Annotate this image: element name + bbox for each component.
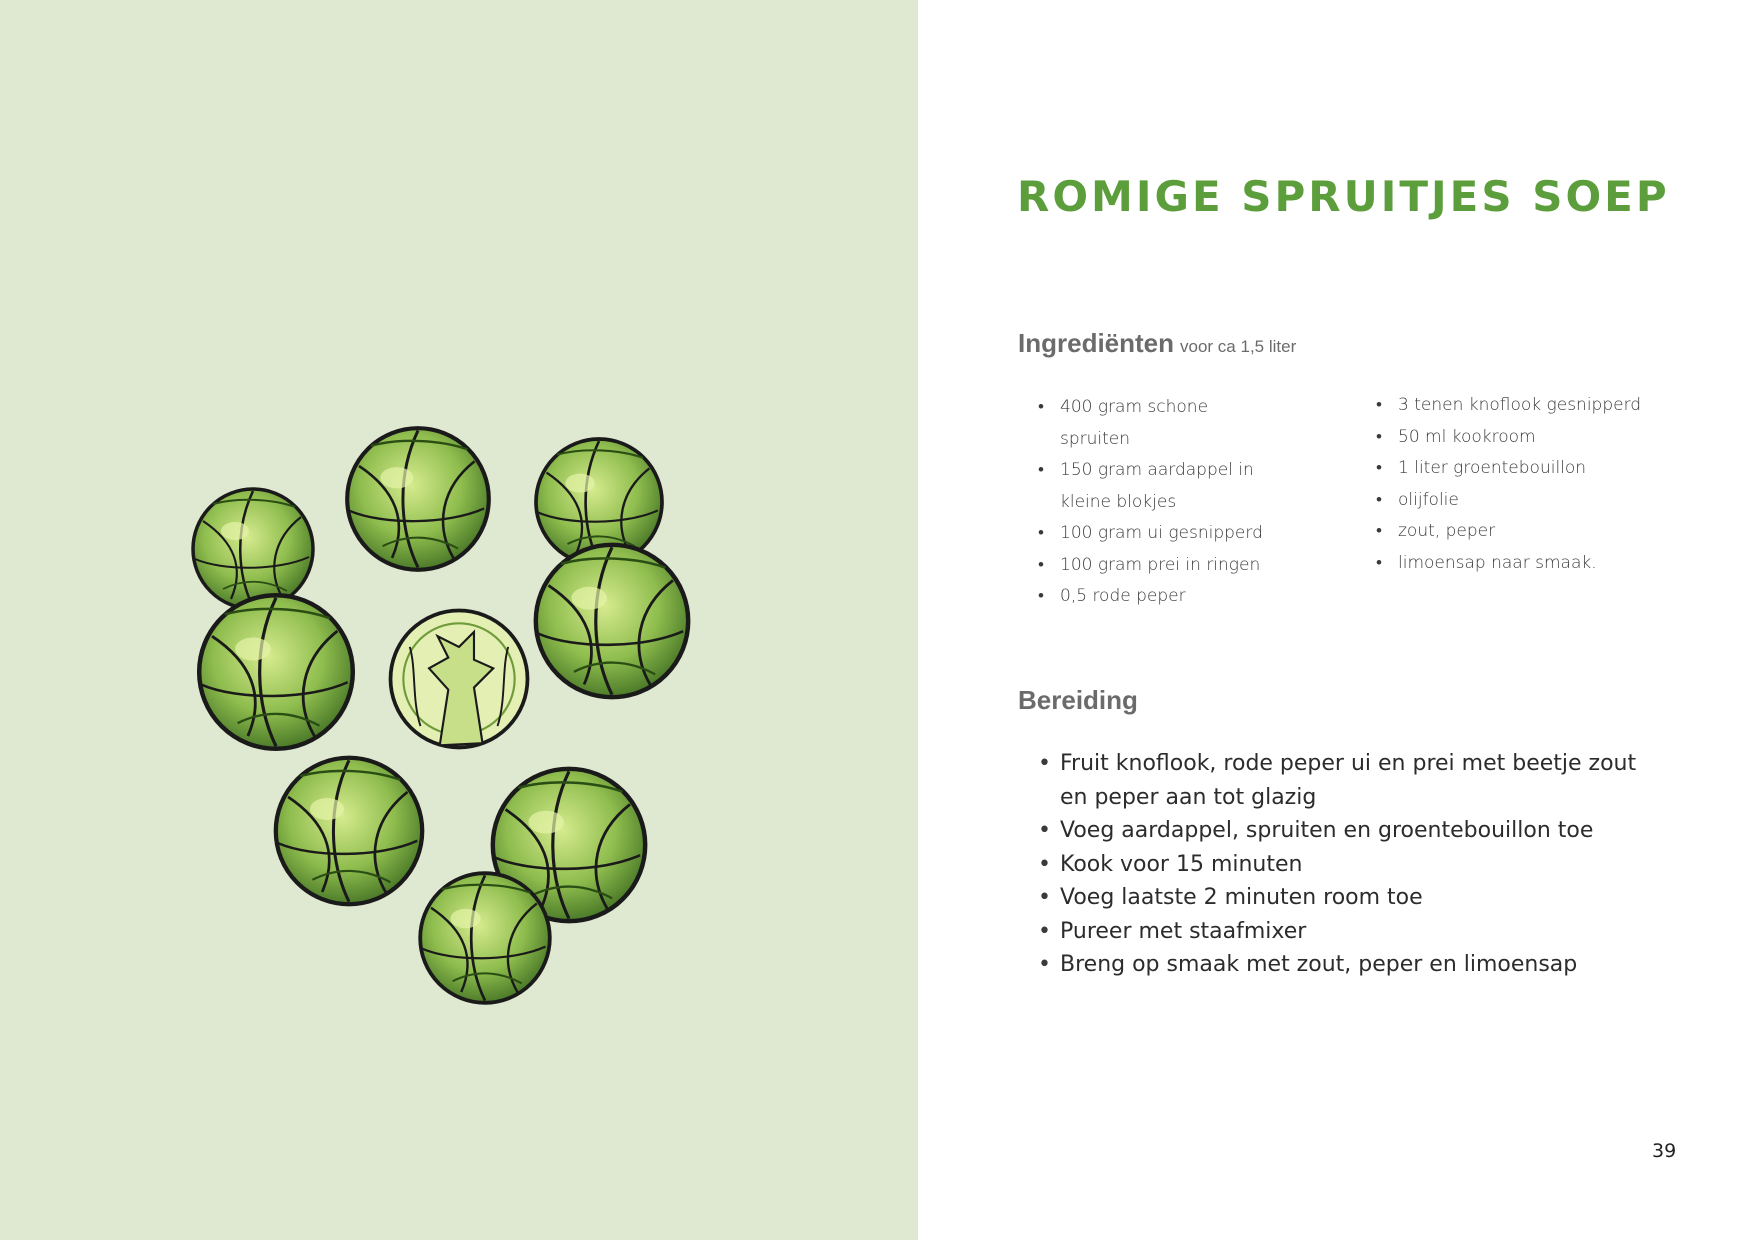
ingredients-list-right	[1376, 390, 1696, 579]
ingredient-item: • 100 gram ui gesnipperd	[1038, 518, 1278, 550]
ingredients-heading-text: Ingrediënten	[1018, 328, 1175, 358]
ingredient-item: • 100 gram prei in ringen	[1038, 550, 1278, 582]
ingredient-item: • 400 gram schone spruiten	[1038, 392, 1278, 455]
ingredient-item: • 1 liter groentebouillon	[1376, 453, 1696, 485]
ingredient-item: • 0,5 rode peper	[1038, 581, 1278, 613]
page-number: 39	[1652, 1140, 1677, 1162]
ingredient-item: • limoensap naar smaak.	[1376, 548, 1696, 580]
ingredients-heading	[1018, 328, 1296, 359]
method-step: • Voeg laatste 2 minuten room toe	[1038, 881, 1638, 915]
ingredient-item: • 3 tenen knoflook gesnipperd	[1376, 390, 1696, 422]
method-step: • Breng op smaak met zout, peper en limoensap	[1038, 948, 1638, 982]
method-step: • Fruit knoflook, rode peper ui en prei met beetje zout en peper aan tot glazig	[1038, 747, 1638, 814]
method-heading: Bereiding	[1018, 685, 1138, 715]
method-step: • Voeg aardappel, spruiten en groentebouillon toe	[1038, 814, 1638, 848]
ingredients-list-left	[1038, 392, 1278, 613]
ingredient-item: • zout, peper	[1376, 516, 1696, 548]
ingredient-item: • olijfolie	[1376, 485, 1696, 517]
ingredients-subheading: voor ca 1,5 liter	[1180, 337, 1297, 356]
method-steps-list	[1038, 747, 1638, 982]
recipe-title: ROMIGE SPRUITJES SOEP	[1017, 172, 1670, 221]
method-step: • Kook voor 15 minuten	[1038, 848, 1638, 882]
method-step: • Pureer met staafmixer	[1038, 915, 1638, 949]
ingredient-item: • 50 ml kookroom	[1376, 422, 1696, 454]
ingredient-item: • 150 gram aardappel in kleine blokjes	[1038, 455, 1278, 518]
